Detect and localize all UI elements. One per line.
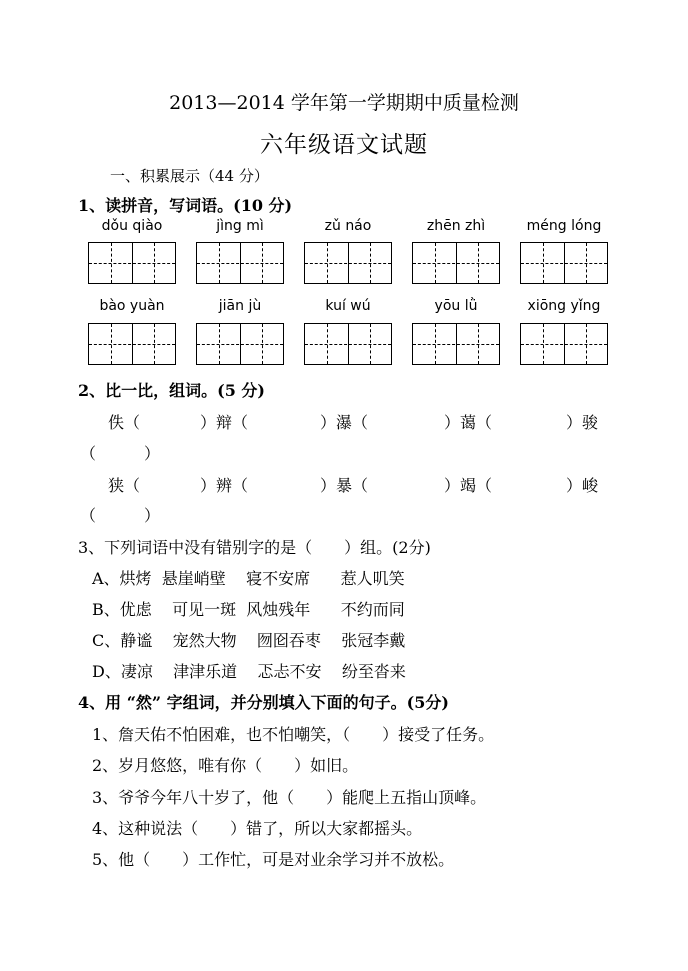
compare-item: ）暴（ <box>320 476 369 495</box>
pinyin-label: zhēn zhì <box>426 218 486 234</box>
exam-title: 2013—2014 学年第一学期期中质量检测 <box>169 92 519 114</box>
writing-box[interactable] <box>412 242 500 284</box>
question-4-title: 4、用 “然” 字组词，并分别填入下面的句子。(5分) <box>78 693 449 712</box>
compare-item: ）瀑（ <box>320 413 369 432</box>
sentence-item: 2、岁月悠悠，唯有你（ ）如旧。 <box>92 756 359 775</box>
exam-subtitle: 六年级语文试题 <box>260 132 428 158</box>
option-d: D、凄凉 津津乐道 忑忐不安 纷至沓来 <box>92 662 406 681</box>
writing-box[interactable] <box>88 323 176 365</box>
compare-item-tail: （ ） <box>80 506 161 525</box>
writing-box[interactable] <box>196 242 284 284</box>
pinyin-label: jiān jù <box>218 298 262 314</box>
compare-item: ）蔼（ <box>444 413 493 432</box>
option-c: C、静谧 宠然大物 囫囵吞枣 张冠李戴 <box>92 631 406 650</box>
compare-item: 狭（ <box>108 476 141 495</box>
compare-item: ）辩（ <box>200 413 249 432</box>
question-3-title: 3、下列词语中没有错别字的是（ ）组。(2分) <box>78 538 431 557</box>
sentence-item: 5、他（ ）工作忙，可是对业余学习并不放松。 <box>92 850 455 869</box>
pinyin-label: zǔ náo <box>324 218 372 234</box>
pinyin-label: yōu lǜ <box>434 298 478 314</box>
question-1-title: 1、读拼音，写词语。(10 分) <box>78 196 293 215</box>
pinyin-label: bào yuàn <box>99 298 165 314</box>
compare-item: ）骏 <box>566 413 599 432</box>
compare-item: ）辨（ <box>200 476 249 495</box>
question-2-title: 2、比一比，组词。(5 分) <box>78 381 265 400</box>
sentence-item: 3、爷爷今年八十岁了，他（ ）能爬上五指山顶峰。 <box>92 788 487 807</box>
pinyin-label: dǒu qiào <box>101 218 163 234</box>
option-a: A、烘烤 悬崖峭壁 寝不安席 惹人叽笑 <box>92 569 405 588</box>
writing-box[interactable] <box>520 242 608 284</box>
writing-box[interactable] <box>304 242 392 284</box>
writing-box[interactable] <box>88 242 176 284</box>
sentence-item: 1、詹天佑不怕困难，也不怕嘲笑，（ ）接受了任务。 <box>92 725 495 744</box>
writing-box[interactable] <box>520 323 608 365</box>
sentence-item: 4、这种说法（ ）错了，所以大家都摇头。 <box>92 819 423 838</box>
pinyin-label: xiōng yǐng <box>527 298 601 314</box>
compare-item: ）峻 <box>566 476 599 495</box>
writing-box[interactable] <box>196 323 284 365</box>
compare-item-tail: （ ） <box>80 444 161 463</box>
pinyin-label: kuí wú <box>325 298 371 314</box>
writing-box[interactable] <box>412 323 500 365</box>
option-b: B、优虑 可见一斑 风烛残年 不约而同 <box>92 600 405 619</box>
pinyin-label: jìng mì <box>216 218 264 234</box>
compare-item: 佚（ <box>108 413 141 432</box>
writing-box[interactable] <box>304 323 392 365</box>
section-heading: 一、积累展示（44 分） <box>110 167 269 185</box>
pinyin-label: méng lóng <box>526 218 602 234</box>
compare-item: ）竭（ <box>444 476 493 495</box>
